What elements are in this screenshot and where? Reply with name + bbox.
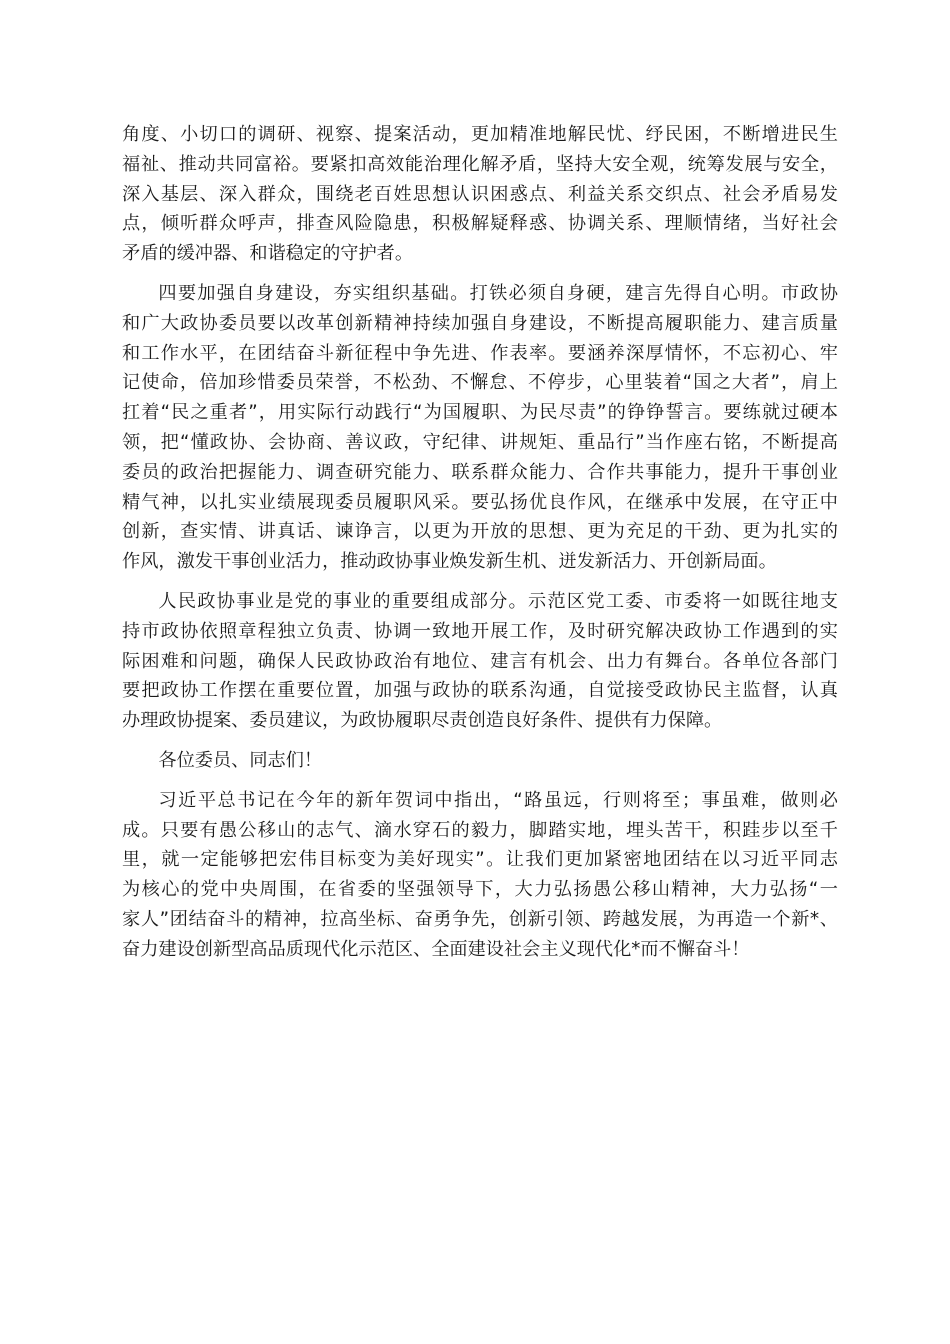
text-line: 要把政协工作摆在重要位置，加强与政协的联系沟通，自觉接受政协民主监督，认真 xyxy=(122,680,838,702)
text-line: 精气神，以扎实业绩展现委员履职风采。要弘扬优良作风，在继承中发展，在守正中 xyxy=(122,491,838,513)
text-line: 四要加强自身建设，夯实组织基础。打铁必须自身硬，建言先得自心明。市政协 xyxy=(158,282,838,304)
text-line: 深入基层、深入群众，围绕老百姓思想认识困惑点、利益关系交织点、社会矛盾易发 xyxy=(122,183,838,205)
text-line: 奋力建设创新型高品质现代化示范区、全面建设社会主义现代化*而不懈奋斗！ xyxy=(122,938,750,960)
paragraph-5 xyxy=(122,786,838,965)
paragraph-2 xyxy=(122,279,838,577)
text-line: 人民政协事业是党的事业的重要组成部分。示范区党工委、市委将一如既往地支 xyxy=(158,590,838,612)
text-line: 点，倾听群众呼声，排查风险隐患，积极解疑释惑、协调关系、理顺情绪，当好社会 xyxy=(122,213,838,235)
text-line: 和广大政协委员要以改革创新精神持续加强自身建设，不断提高履职能力、建言质量 xyxy=(122,312,838,334)
text-line: 角度、小切口的调研、视察、提案活动，更加精准地解民忧、纾民困，不断增进民生 xyxy=(122,124,838,145)
text-line: 福祉、推动共同富裕。要紧扣高效能治理化解矛盾，坚持大安全观，统筹发展与安全， xyxy=(122,153,838,175)
paragraph-4 xyxy=(122,746,838,776)
text-line: 家人”团结奋斗的精神，拉高坐标、奋勇争先，创新引领、跨越发展，为再造一个新*、 xyxy=(122,908,838,930)
text-line: 创新，查实情、讲真话、谏诤言，以更为开放的思想、更为充足的干劲、更为扎实的 xyxy=(122,521,838,543)
text-line: 为核心的党中央周围，在省委的坚强领导下，大力弘扬愚公移山精神，大力弘扬“一 xyxy=(122,879,838,901)
text-line: 成。只要有愚公移山的志气、滴水穿石的毅力，脚踏实地，埋头苦干，积跬步以至千 xyxy=(122,819,838,841)
text-line: 记使命，倍加珍惜委员荣誉，不松劲、不懈怠、不停步，心里装着“国之大者”，肩上 xyxy=(122,372,838,394)
text-line: 里，就一定能够把宏伟目标变为美好现实”。让我们更加紧密地团结在以习近平同志 xyxy=(122,849,838,871)
text-line: 各位委员、同志们！ xyxy=(158,749,323,771)
paragraph-1 xyxy=(122,120,838,269)
text-line: 扛着“民之重者”，用实际行动践行“为国履职、为民尽责”的铮铮誓言。要练就过硬本 xyxy=(122,402,838,424)
text-line: 习近平总书记在今年的新年贺词中指出，“路虽远，行则将至；事虽难，做则必 xyxy=(158,789,838,811)
document-body xyxy=(122,120,838,975)
text-line: 办理政协提案、委员建议，为政协履职尽责创造良好条件、提供有力保障。 xyxy=(122,710,723,732)
text-line: 际困难和问题，确保人民政协政治有地位、建言有机会、出力有舞台。各单位各部门 xyxy=(122,650,838,672)
paragraph-3 xyxy=(122,587,838,736)
text-line: 领，把“懂政协、会协商、善议政，守纪律、讲规矩、重品行”当作座右铭，不断提高 xyxy=(122,431,838,453)
text-line: 和工作水平，在团结奋斗新征程中争先进、作表率。要涵养深厚情怀，不忘初心、牢 xyxy=(122,342,838,364)
text-line: 委员的政治把握能力、调查研究能力、联系群众能力、合作共事能力，提升干事创业 xyxy=(122,461,838,483)
text-line: 作风，激发干事创业活力，推动政协事业焕发新生机、迸发新活力、开创新局面。 xyxy=(122,551,777,573)
text-line: 持市政协依照章程独立负责、协调一致地开展工作，及时研究解决政协工作遇到的实 xyxy=(122,620,838,642)
text-line: 矛盾的缓冲器、和谐稳定的守护者。 xyxy=(122,243,414,265)
